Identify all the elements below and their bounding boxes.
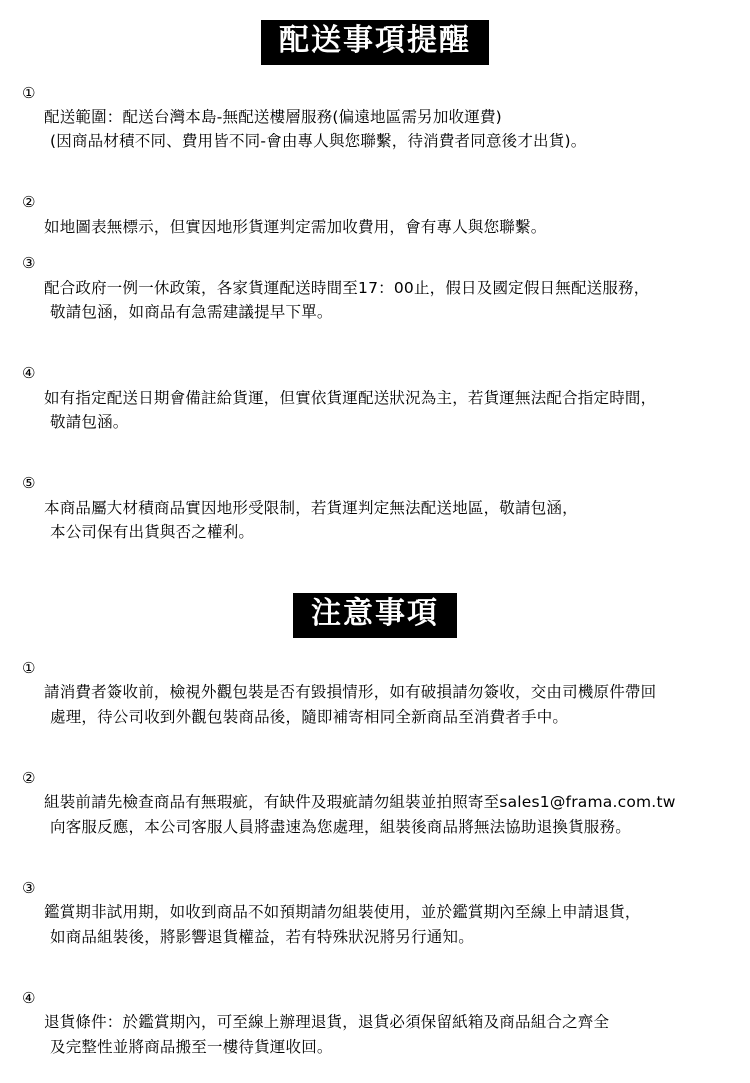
list-item-text bbox=[44, 986, 736, 1083]
list-item bbox=[14, 656, 736, 754]
list-item-marker: ② bbox=[22, 768, 36, 787]
list-item-line2: 本公司保有出貨與否之權利。 bbox=[50, 523, 255, 542]
list-item-marker: ③ bbox=[22, 878, 36, 897]
list-item-text bbox=[44, 471, 736, 569]
list-item bbox=[14, 876, 736, 974]
list-item-line2: 敬請包涵，如商品有急需建議提早下單。 bbox=[50, 303, 333, 322]
list-item bbox=[14, 81, 736, 179]
list-item-line2: 向客服反應，本公司客服人員將盡速為您處理，組裝後商品將無法協助退換貨服務。 bbox=[50, 817, 631, 836]
list-item bbox=[14, 766, 736, 864]
list-item-marker: ④ bbox=[22, 988, 36, 1007]
list-item-line1: 退貨條件：於鑑賞期內，可至線上辦理退貨，退貨必須保留紙箱及商品組合之齊全 bbox=[44, 1013, 610, 1032]
list-item bbox=[14, 190, 736, 239]
list-item-line1: 配送範圍：配送台灣本島-無配送樓層服務(偏遠地區需另加收運費) bbox=[44, 107, 502, 126]
delivery-notice-heading bbox=[14, 20, 736, 65]
list-item-line1: 請消費者簽收前，檢視外觀包裝是否有毀損情形，如有破損請勿簽收，交由司機原件帶回 bbox=[44, 683, 657, 702]
list-item-marker: ④ bbox=[22, 364, 36, 383]
list-item-line2: 如商品組裝後，將影響退貨權益，若有特殊狀況將另行通知。 bbox=[50, 927, 474, 946]
list-item-line1: 鑑賞期非試用期，如收到商品不如預期請勿組裝使用，並於鑑賞期內至線上申請退貨， bbox=[44, 903, 641, 922]
list-item-line2: 敬請包涵。 bbox=[50, 413, 129, 432]
delivery-notice-list bbox=[14, 81, 736, 570]
delivery-notice-heading-label: 配送事項提醒 bbox=[261, 20, 489, 65]
attention-heading-label: 注意事項 bbox=[293, 593, 457, 638]
list-item-text bbox=[44, 656, 736, 754]
list-item-line1: 組裝前請先檢查商品有無瑕疵，有缺件及瑕疵請勿組裝並拍照寄至sales1@frama.com.tw bbox=[44, 793, 676, 812]
list-item bbox=[14, 251, 736, 349]
list-item-text bbox=[44, 81, 736, 179]
list-item-marker: ② bbox=[22, 193, 36, 212]
list-item-line2: 及完整性並將商品搬至一樓待貨運收回。 bbox=[50, 1037, 333, 1056]
list-item-text bbox=[44, 190, 736, 239]
list-item-line1: 如地圖表無標示，但實因地形貨運判定需加收費用，會有專人與您聯繫。 bbox=[44, 217, 547, 236]
list-item-line2: (因商品材積不同、費用皆不同-會由專人與您聯繫，待消費者同意後才出貨)。 bbox=[50, 132, 587, 151]
list-item-text bbox=[44, 251, 736, 349]
list-item bbox=[14, 986, 736, 1083]
list-item-line2: 處理，待公司收到外觀包裝商品後，隨即補寄相同全新商品至消費者手中。 bbox=[50, 707, 569, 726]
list-item-marker: ① bbox=[22, 658, 36, 677]
list-item-line1: 配合政府一例一休政策，各家貨運配送時間至17：00止，假日及國定假日無配送服務， bbox=[44, 278, 650, 297]
attention-heading bbox=[14, 593, 736, 638]
document-page bbox=[0, 20, 750, 1056]
list-item bbox=[14, 361, 736, 459]
attention-list bbox=[14, 656, 736, 1083]
list-item-line1: 本商品屬大材積商品實因地形受限制，若貨運判定無法配送地區，敬請包涵， bbox=[44, 498, 578, 517]
list-item-text bbox=[44, 766, 736, 864]
list-item bbox=[14, 471, 736, 569]
list-item-marker: ① bbox=[22, 83, 36, 102]
list-item-text bbox=[44, 876, 736, 974]
list-item-line1: 如有指定配送日期會備註給貨運，但實依貨運配送狀況為主，若貨運無法配合指定時間， bbox=[44, 388, 657, 407]
list-item-marker: ③ bbox=[22, 254, 36, 273]
list-item-text bbox=[44, 361, 736, 459]
list-item-marker: ⑤ bbox=[22, 474, 36, 493]
